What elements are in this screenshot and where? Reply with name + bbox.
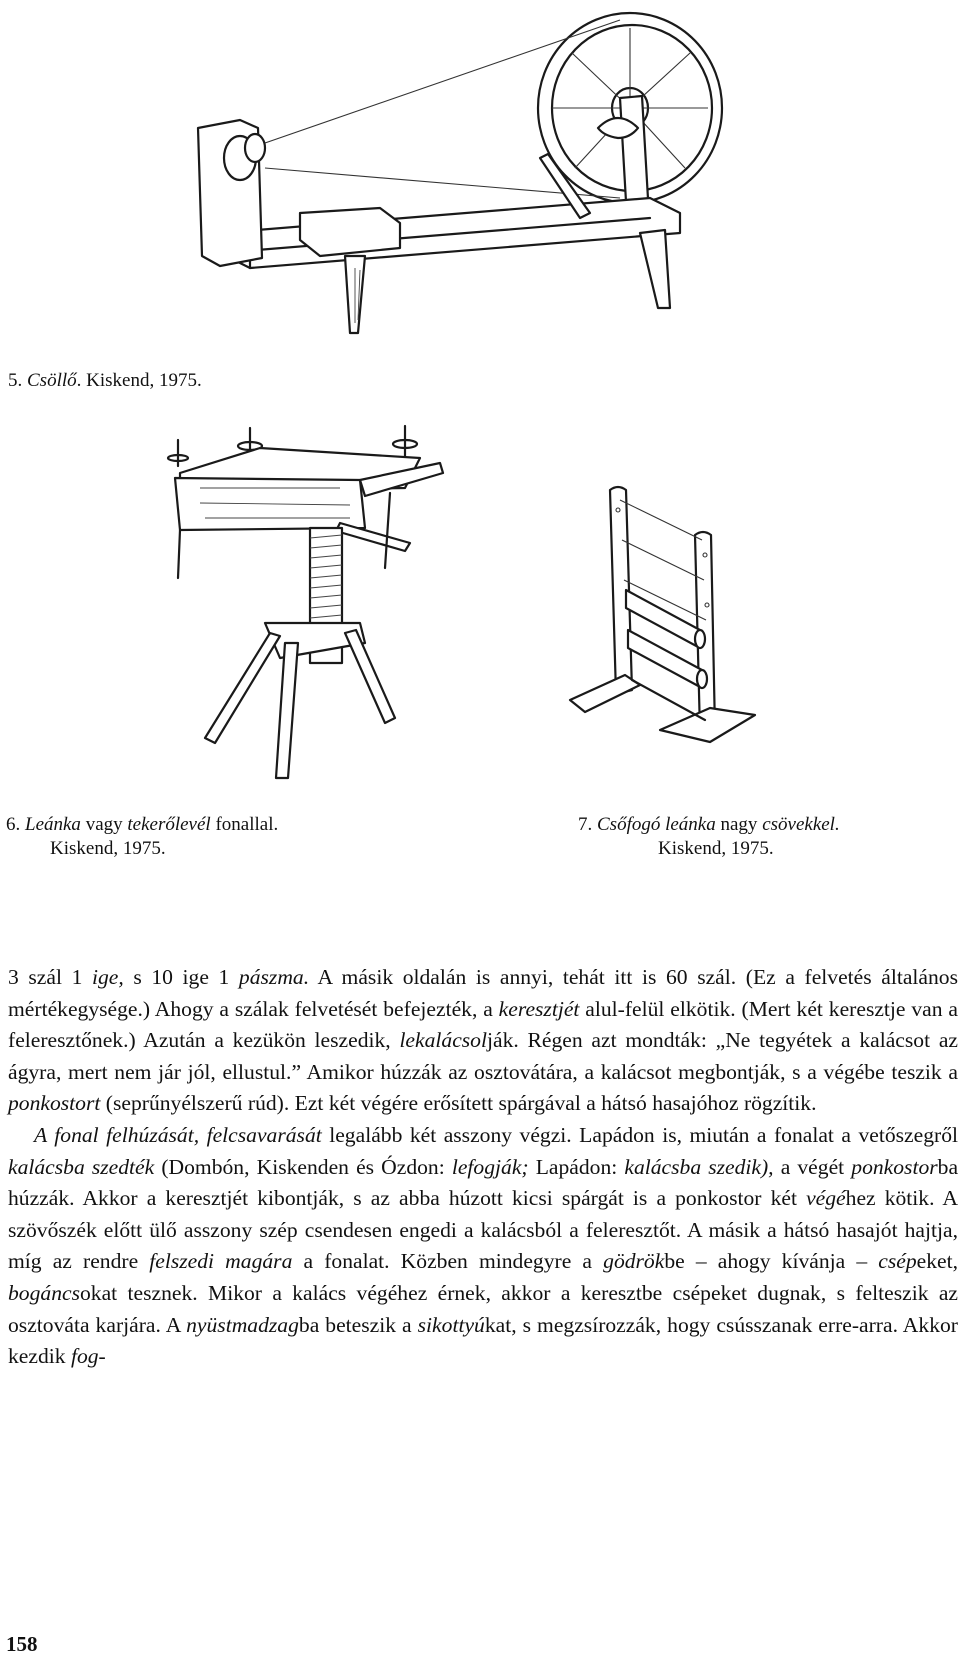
caption-rest: . Kiskend, 1975.: [76, 370, 202, 391]
page-number: 158: [6, 1632, 38, 1656]
caption-term: Csöllő: [27, 370, 77, 391]
text-run: 3 szál 1: [8, 965, 92, 989]
italic-term: csép: [878, 1249, 917, 1274]
text-run: ják. Régen azt mondták: „Ne tegyétek a kalácsot az ágyra, mert nem jár jól, ellustul.” Amikor húzzák az osztovátára, a kalácsot megbontják, s a végébe teszik a: [8, 1028, 958, 1084]
figure-6-caption: [6, 813, 278, 861]
text-run: ba beteszik a: [298, 1312, 418, 1337]
caption-term-leanka: Leánka: [25, 814, 81, 835]
italic-term: lefogják;: [451, 1154, 529, 1179]
text-run: ba húzzák. Akkor a keresztjét kibontják, s az abba húzott kicsi spárgát is a ponkostor két: [8, 1154, 959, 1211]
figure-5-spinning-wheel: [180, 8, 740, 353]
caption-mid: nagy: [715, 814, 763, 835]
caption-term-tekerolevel: tekerőlevél: [127, 814, 211, 835]
text-run: a fonalat. Közben mindegyre a: [292, 1249, 604, 1274]
italic-term: lekalácsol: [399, 1028, 487, 1053]
italic-term: nyüstmadzag: [186, 1312, 299, 1337]
text-run: kat, s megzsírozzák, hogy csússzanak erre-arra. Akkor kezdik: [8, 1312, 958, 1369]
italic-term: keresztjét: [498, 996, 580, 1021]
italic-term: felszedi magára: [149, 1249, 293, 1274]
italic-term: A fonal felhúzását, felcsavarását: [34, 1122, 322, 1147]
italic-term: gödrök: [603, 1249, 665, 1274]
text-run: (seprűnyélszerű rúd). Ezt két végére erősített spárgával a hátsó hasajóhoz rögzítik.: [100, 1091, 817, 1116]
caption-term-csofogo-leanka: Csőfogó leánka: [597, 814, 716, 835]
caption-number: 5.: [8, 370, 27, 391]
text-run: A másik oldalán is annyi, tehát itt is 60 szál. (Ez a felvetés általános mértékegysége.) Ahogy a szálak felvetését befejezték, a: [8, 965, 958, 1021]
italic-term: bogáncs: [8, 1280, 80, 1305]
italic-term: ponkostor: [851, 1154, 938, 1179]
text-run: Lapádon:: [528, 1154, 625, 1179]
text-run: be – ahogy kívánja –: [664, 1249, 879, 1274]
italic-term: sikottyú: [417, 1312, 485, 1337]
caption-line-1: [6, 813, 278, 837]
figure-7-caption: [578, 813, 840, 861]
italic-term: kalácsba szedik),: [624, 1154, 774, 1179]
caption-end: fonallal.: [210, 814, 279, 835]
italic-term: pászma.: [238, 965, 310, 989]
italic-term: ponkostort: [8, 1091, 101, 1116]
italic-term: fog-: [70, 1344, 106, 1369]
caption-term-csovek: csövekkel.: [762, 814, 840, 835]
caption-line-2: Kiskend, 1975.: [658, 838, 774, 859]
text-run: alul-felül elkötik. (Mert két keresztje van a feleresztőnek.) Azután a kezükön leszedik,: [8, 996, 959, 1053]
figure-5-caption: [8, 369, 202, 393]
italic-term: kalácsba szedték: [8, 1154, 155, 1179]
text-run: okat tesznek. Mikor a kalács végéhez érnek, akkor a keresztbe csépeket dugnak, s felteszik az osztováta karjára. A: [8, 1280, 958, 1337]
text-run: eket,: [916, 1249, 958, 1274]
italic-term: ige,: [91, 965, 124, 989]
italic-term: végé: [806, 1186, 846, 1211]
text-run: (Dombón, Kiskenden és Ózdon:: [154, 1154, 452, 1179]
caption-number: 6.: [6, 814, 25, 835]
text-run: s 10 ige 1: [123, 965, 239, 989]
caption-mid: vagy: [80, 814, 128, 835]
paragraph-2: [8, 1120, 958, 1373]
body-text: [8, 962, 958, 1373]
figure-7-tube-holder: [560, 480, 760, 760]
paragraph-1: [8, 962, 958, 1120]
caption-number: 7.: [578, 814, 597, 835]
text-run: hez kötik. A szövőszék előtt ülő asszony szép csendesen engedi a kalácsból a feleresztőt. A másik a hátsó hasajót hajtja, míg az rendre: [8, 1186, 958, 1274]
caption-line-1: [578, 813, 840, 837]
text-run: legalább két asszony végzi. Lapádon is, miután a fonalat a vetőszegről: [321, 1122, 958, 1147]
caption-line-2: Kiskend, 1975.: [50, 838, 166, 859]
figure-6-yarn-winder: [160, 418, 460, 788]
text-run: a végét: [773, 1154, 852, 1179]
